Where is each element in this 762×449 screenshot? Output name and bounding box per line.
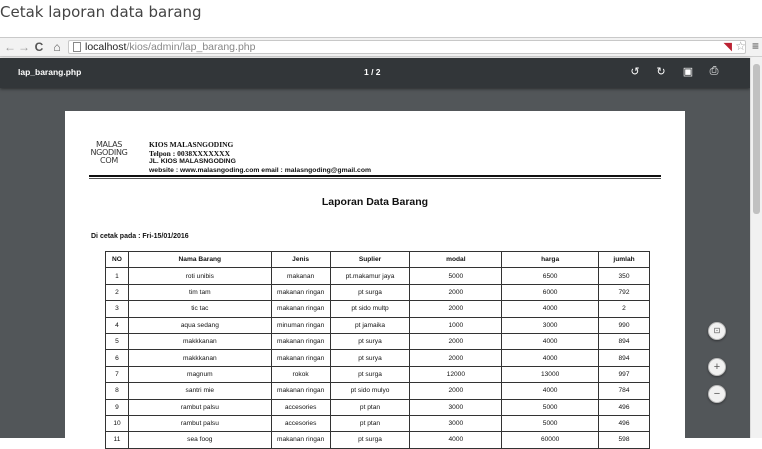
table-cell: 1 — [106, 268, 129, 284]
page-indicator: 1 / 2 — [364, 67, 381, 77]
save-icon[interactable]: ▣ — [682, 66, 694, 78]
table-cell: pt jamaika — [330, 317, 410, 333]
fit-page-icon[interactable]: ⊡ — [708, 322, 726, 340]
table-cell: 2000 — [410, 333, 502, 349]
table-cell: 9 — [106, 399, 129, 415]
table-cell: 598 — [599, 432, 650, 448]
store-website: website : www.malasngoding.com email : malasngoding@gmail.com — [149, 166, 372, 174]
table-cell: tic tac — [128, 301, 271, 317]
table-cell: makanan ringan — [271, 284, 330, 300]
table-cell: 5000 — [502, 399, 599, 415]
table-cell: 6 — [106, 350, 129, 366]
table-cell: 2000 — [410, 383, 502, 399]
table-cell: 13000 — [502, 366, 599, 382]
items-table — [105, 251, 650, 449]
table-cell: pt.makamur jaya — [330, 268, 410, 284]
zoom-in-icon[interactable]: + — [708, 358, 726, 376]
table-header-row — [106, 252, 650, 268]
table-cell: pt sido mulyo — [330, 383, 410, 399]
logo-line-1: MALAS — [95, 140, 123, 149]
url-path: /kios/admin/lap_barang.php — [126, 41, 256, 53]
table-cell: 5000 — [410, 268, 502, 284]
table-cell: 3000 — [410, 415, 502, 431]
table-cell: 3000 — [502, 317, 599, 333]
table-cell: 4000 — [502, 333, 599, 349]
table-cell: 792 — [599, 284, 650, 300]
table-cell: pt surga — [330, 366, 410, 382]
pdf-toolbar — [0, 58, 750, 88]
table-cell: 4000 — [410, 432, 502, 448]
table-cell: 2 — [106, 284, 129, 300]
table-row — [106, 317, 650, 333]
table-cell: roti unibis — [128, 268, 271, 284]
table-cell: accesories — [271, 415, 330, 431]
table-cell: makanan ringan — [271, 383, 330, 399]
table-cell: pt surya — [330, 350, 410, 366]
pdf-viewer — [0, 58, 750, 444]
table-cell: 3 — [106, 301, 129, 317]
table-cell: 4000 — [502, 301, 599, 317]
extension-icon[interactable]: ◥ — [723, 41, 732, 53]
table-cell: 997 — [599, 366, 650, 382]
pdf-page — [65, 111, 685, 444]
reload-icon[interactable]: C — [34, 40, 44, 54]
store-address: JL. KIOS MALASNGODING — [149, 158, 236, 165]
browser-toolbar — [0, 38, 762, 57]
table-cell: 1000 — [410, 317, 502, 333]
col-header: Suplier — [330, 252, 410, 268]
table-row — [106, 383, 650, 399]
table-cell: 496 — [599, 399, 650, 415]
table-cell: 8 — [106, 383, 129, 399]
zoom-out-icon[interactable]: − — [708, 385, 726, 403]
table-cell: 60000 — [502, 432, 599, 448]
table-cell: 5000 — [502, 415, 599, 431]
table-cell: magnum — [128, 366, 271, 382]
table-row — [106, 333, 650, 349]
address-bar[interactable] — [68, 40, 746, 54]
table-cell: makkkanan — [128, 333, 271, 349]
table-cell: pt surga — [330, 432, 410, 448]
report-title: Laporan Data Barang — [321, 196, 429, 208]
table-row — [106, 268, 650, 284]
table-cell: 2 — [599, 301, 650, 317]
table-cell: santri mie — [128, 383, 271, 399]
col-header: modal — [410, 252, 502, 268]
table-cell: 6000 — [502, 284, 599, 300]
table-cell: minuman ringan — [271, 317, 330, 333]
home-icon[interactable]: ⌂ — [53, 40, 61, 54]
url-host: localhost — [85, 41, 127, 53]
table-cell: rokok — [271, 366, 330, 382]
table-cell: 12000 — [410, 366, 502, 382]
print-icon[interactable]: ⎙ — [709, 65, 719, 77]
table-cell: accesories — [271, 399, 330, 415]
table-cell: sea foog — [128, 432, 271, 448]
table-cell: 784 — [599, 383, 650, 399]
table-cell: makanan ringan — [271, 301, 330, 317]
table-cell: 4000 — [502, 383, 599, 399]
table-cell: makkkanan — [128, 350, 271, 366]
col-header: jumlah — [599, 252, 650, 268]
table-cell: 4 — [106, 317, 129, 333]
table-row — [106, 301, 650, 317]
table-cell: 2000 — [410, 301, 502, 317]
table-cell: 496 — [599, 415, 650, 431]
table-cell: 894 — [599, 350, 650, 366]
store-header — [149, 141, 371, 175]
page-caption: Cetak laporan data barang — [0, 3, 202, 21]
rotate-left-icon[interactable]: ↺ — [630, 66, 640, 78]
table-cell: 10 — [106, 415, 129, 431]
table-row — [106, 415, 650, 431]
table-cell: pt surga — [330, 284, 410, 300]
table-cell: pt ptan — [330, 399, 410, 415]
rotate-right-icon[interactable]: ↻ — [656, 66, 666, 78]
table-row — [106, 366, 650, 382]
table-cell: makanan ringan — [271, 333, 330, 349]
col-header: harga — [502, 252, 599, 268]
table-cell: 4000 — [502, 350, 599, 366]
logo-line-3: COM — [100, 156, 118, 165]
store-name: KIOS MALASNGODING — [149, 140, 234, 149]
col-header: Jenis — [271, 252, 330, 268]
table-cell: 3000 — [410, 399, 502, 415]
forward-icon[interactable]: → — [18, 40, 30, 54]
table-cell: 5 — [106, 333, 129, 349]
table-cell: 2000 — [410, 350, 502, 366]
table-cell: 11 — [106, 432, 129, 448]
table-cell: makanan ringan — [271, 432, 330, 448]
table-cell: rambut palsu — [128, 399, 271, 415]
table-cell: pt ptan — [330, 415, 410, 431]
table-cell: 350 — [599, 268, 650, 284]
page-scrollbar[interactable] — [750, 58, 762, 438]
page-icon — [73, 42, 81, 52]
menu-icon[interactable]: ≡ — [751, 39, 759, 53]
table-cell: 894 — [599, 333, 650, 349]
col-header: NO — [106, 252, 129, 268]
table-cell: makanan ringan — [271, 350, 330, 366]
table-cell: rambut palsu — [128, 415, 271, 431]
header-rule — [89, 175, 661, 177]
table-row — [106, 432, 650, 448]
printed-date: Di cetak pada : Fri-15/01/2016 — [91, 233, 189, 240]
browser-window — [0, 37, 762, 444]
col-header: Nama Barang — [128, 252, 271, 268]
bookmark-star-icon[interactable]: ☆ — [735, 39, 746, 53]
table-row — [106, 399, 650, 415]
table-row — [106, 350, 650, 366]
table-cell: makanan — [271, 268, 330, 284]
back-icon[interactable]: ← — [4, 40, 16, 54]
store-phone: Telpon : 0038XXXXXXX — [149, 148, 230, 158]
table-row — [106, 284, 650, 300]
table-cell: pt surya — [330, 333, 410, 349]
logo-line-2: NGODING — [90, 148, 128, 157]
table-cell: pt sido multp — [330, 301, 410, 317]
table-cell: tim tam — [128, 284, 271, 300]
scrollbar-thumb[interactable] — [753, 64, 760, 214]
table-cell: aqua sedang — [128, 317, 271, 333]
table-cell: 2000 — [410, 284, 502, 300]
store-logo — [89, 141, 129, 165]
table-cell: 990 — [599, 317, 650, 333]
table-cell: 6500 — [502, 268, 599, 284]
pdf-filename: lap_barang.php — [18, 67, 82, 77]
table-cell: 7 — [106, 366, 129, 382]
header-rule-thin — [89, 178, 661, 179]
